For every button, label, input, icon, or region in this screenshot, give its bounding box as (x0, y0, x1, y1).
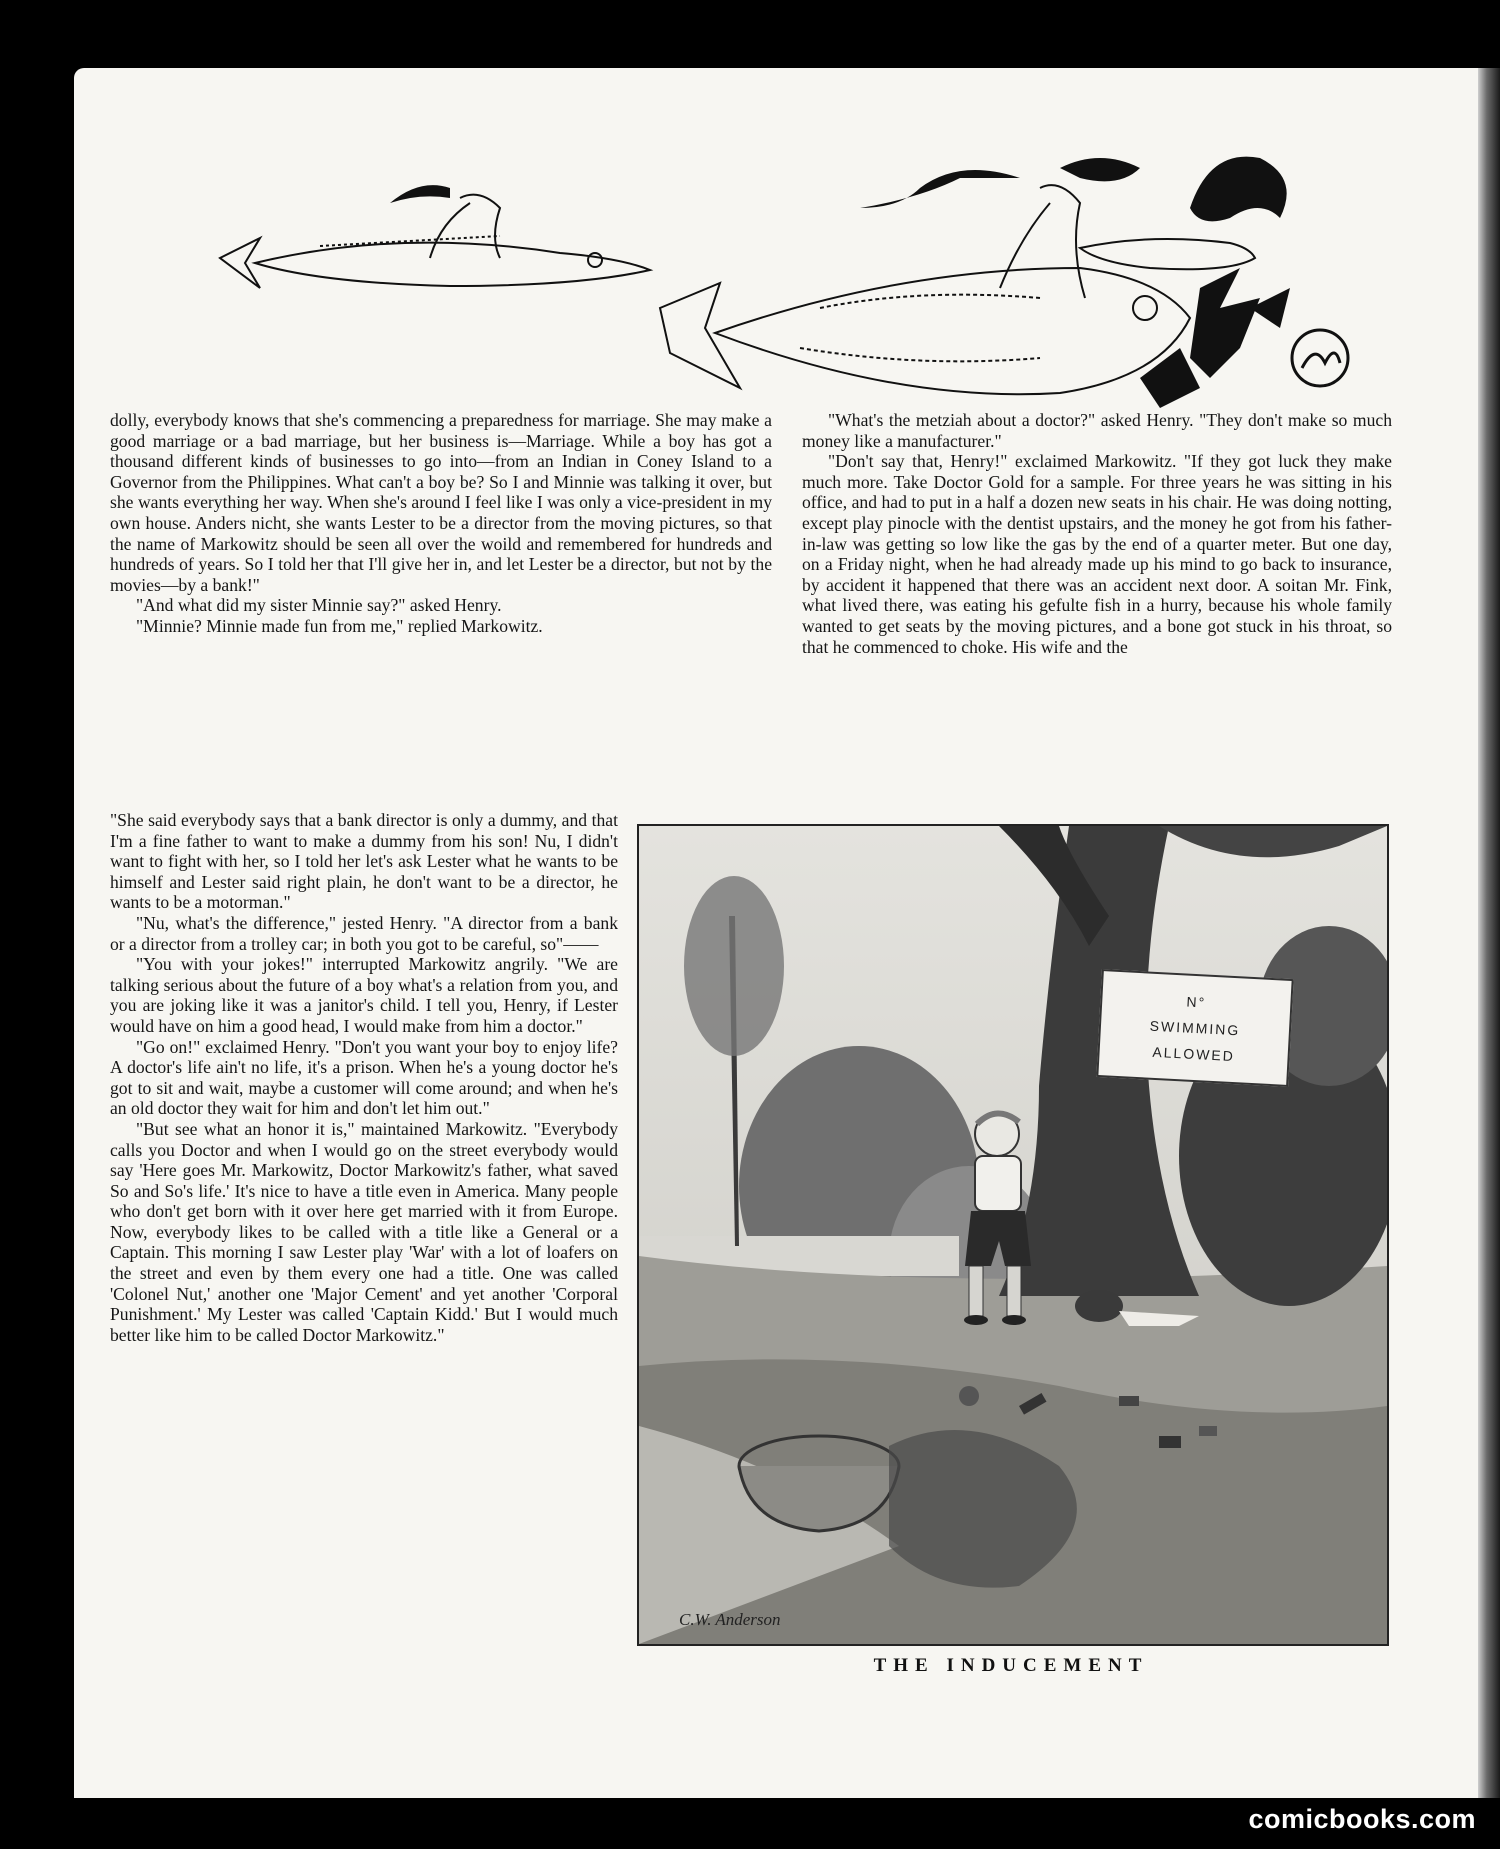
paragraph: "Minnie? Minnie made fun from me," replied Markowitz. (136, 615, 543, 636)
left-column-bottom-text (110, 810, 618, 1345)
left-column-top-text (110, 410, 772, 637)
boy-by-tree-drawing (639, 826, 1387, 1644)
paragraph: "But see what an honor it is," maintained Markowitz. "Everybody calls you Doctor and when I would go on the street everybody would say 'Here goes Mr. Markowitz, Doctor Markowitz's father, what saved So and So's life.' It's nice to have a title even in America. Many people who don't get born with it over here get married with it from Europe. Now, everybody likes to be called with a title like a General or a Captain. This morning I saw Lester play 'War' with a lot of loafers on the street and even by them every one had a title. One was called 'Colonel Nut,' another one 'Major Cement' and yet another 'Corporal Punishment.' My Lester was called 'Captain Kidd.' But I would much better like him to be called Doctor Markowitz." (110, 1118, 618, 1345)
paragraph: "You with your jokes!" interrupted Markowitz angrily. "We are talking serious about the future of a boy what's a relation from you, and you are joking like it was a janitor's child. I tell you, Henry, if Lester would have on him a good head, I would make from him a doctor." (110, 954, 618, 1036)
right-column-top-text (802, 410, 1392, 657)
artist-signature: C.W. Anderson (679, 1610, 781, 1629)
illustration-caption: THE INDUCEMENT (873, 1655, 1149, 1676)
paragraph: "What's the metziah about a doctor?" asked Henry. "They don't make so much money like a manufacturer." (802, 410, 1392, 451)
paragraph: "Nu, what's the difference," jested Henry. "A director from a bank or a director from a trolley car; in both you got to be careful, so"—— (110, 912, 618, 954)
watermark: comicbooks.com (1248, 1804, 1476, 1834)
paragraph: dolly, everybody knows that she's commencing a preparedness for marriage. She may make a good marriage or a bad marriage, but her business is—Marriage. While a boy has got a thousand different kinds of businesses to go into—from an Indian in Coney Island to a Governor from the Philippines. What can't a boy be? So I and Minnie was talking it over, but she wants everything her way. When she's around I feel like I was only a vice-president in my own house. Anders nicht, she wants Lester to be a director from the moving pictures, so that the name of Markowitz should be seen all over the woild and remembered for hundreds and hundreds of years. So I told her that I'll give her in, and let Lester be a director, but not by the movies—by a bank!" (110, 410, 772, 595)
no-swimming-sign (1096, 969, 1293, 1087)
sign-line: SWIMMING (1149, 1017, 1241, 1039)
inducement-illustration (637, 824, 1389, 1646)
page-gutter (1478, 68, 1500, 1798)
paragraph: "And what did my sister Minnie say?" asked Henry. (136, 595, 502, 616)
sign-line: N° (1186, 993, 1207, 1011)
paragraph: "Go on!" exclaimed Henry. "Don't you want your boy to enjoy life? A doctor's life ain't no life, it's a prison. When he's a young doctor he's got to sit and wait, maybe a customer will come around; and when he's an old doctor they wait for him and don't let him out." (110, 1036, 618, 1119)
paragraph: "Don't say that, Henry!" exclaimed Markowitz. "If they got luck they make much more. Take Doctor Gold for a sample. For three years he was sitting in his office, and had to put in a half a dozen new seats in his chair. He was doing notting, except play pinocle with the dentist upstairs, and the money he got from his father-in-law was getting so low like the gas by the end of a quarter meter. But one day, on a Friday night, when he had already made up his mind to go back to insurance, by accident it happened that there was an accident next door. A soitan Mr. Fink, what lived there, was eating his gefulte fish in a hurry, because his whole family wanted to get seats by the moving pictures, and a bone got stuck in his throat, so that he commenced to choke. His wife and the (802, 451, 1392, 657)
paragraph: "She said everybody says that a bank director is only a dummy, and that I'm a fine father to want to make a dummy from his son! Nu, I didn't want to fight with her, so I told her let's ask Lester what he wants to be himself and Lester said right plain, he don't want to be a director, he wants to be a motorman." (110, 810, 618, 913)
sign-line: ALLOWED (1152, 1043, 1236, 1065)
